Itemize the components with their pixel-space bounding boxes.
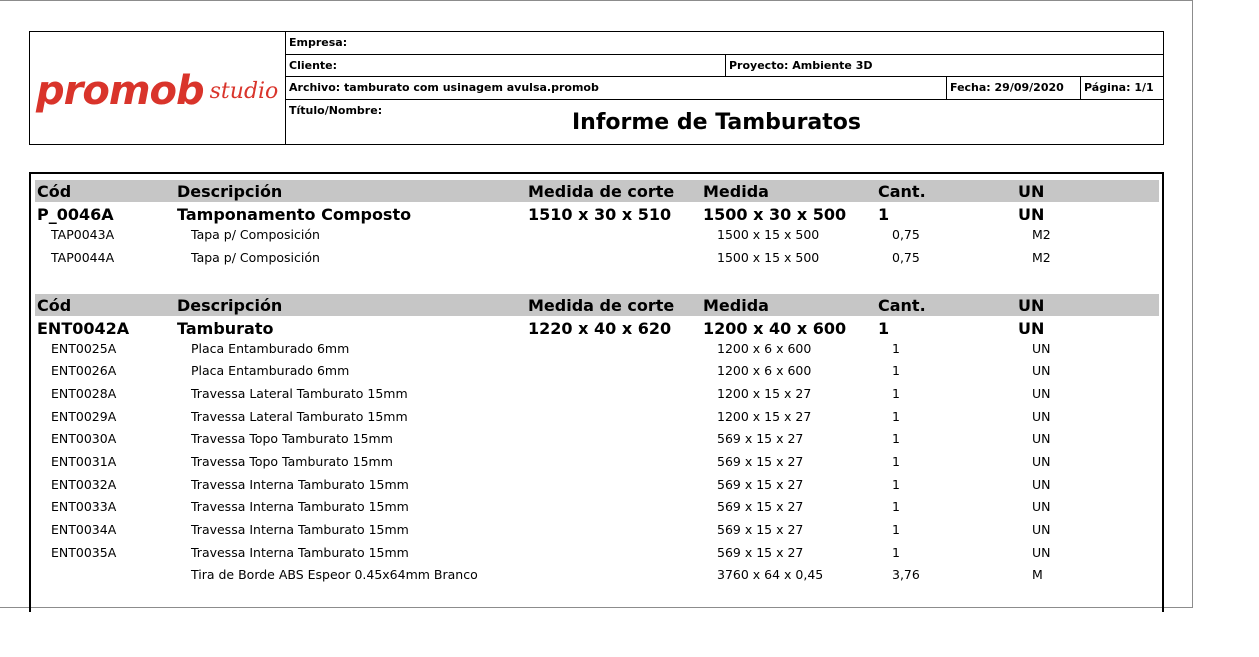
empresa-row	[286, 32, 1163, 55]
item-cod: ENT0033A	[51, 499, 117, 514]
item-medida: 1200 x 6 x 600	[717, 363, 812, 378]
col-cant: Cant.	[878, 296, 926, 315]
empresa-label: Empresa:	[289, 36, 348, 49]
logo-cell	[30, 32, 286, 144]
item-medida: 1200 x 15 x 27	[717, 386, 812, 401]
main-medida-corte: 1510 x 30 x 510	[528, 205, 672, 224]
item-descripcion: Travessa Topo Tamburato 15mm	[191, 431, 393, 446]
item-descripcion: Travessa Interna Tamburato 15mm	[191, 499, 409, 514]
item-descripcion: Tapa p/ Composición	[191, 227, 320, 242]
item-cant: 1	[892, 499, 900, 514]
main-medida: 1200 x 40 x 600	[703, 319, 847, 338]
archivo-row	[286, 77, 1163, 100]
item-cant: 1	[892, 477, 900, 492]
item-descripcion: Travessa Interna Tamburato 15mm	[191, 545, 409, 560]
main-un: UN	[1018, 205, 1045, 224]
item-descripcion: Tapa p/ Composición	[191, 250, 320, 265]
item-descripcion: Placa Entamburado 6mm	[191, 341, 350, 356]
archivo-label: Archivo: tamburato com usinagem avulsa.promob	[289, 81, 599, 94]
cliente-label: Cliente:	[289, 59, 338, 72]
item-descripcion: Travessa Topo Tamburato 15mm	[191, 454, 393, 469]
item-medida: 3760 x 64 x 0,45	[717, 567, 824, 582]
item-cod: ENT0028A	[51, 386, 117, 401]
table-row	[35, 406, 1159, 428]
main-cant: 1	[878, 205, 890, 224]
item-descripcion: Travessa Lateral Tamburato 15mm	[191, 409, 408, 424]
item-cant: 1	[892, 522, 900, 537]
item-descripcion: Travessa Lateral Tamburato 15mm	[191, 386, 408, 401]
item-un: UN	[1032, 431, 1051, 446]
main-descripcion: Tamburato	[177, 319, 274, 338]
item-cod: ENT0029A	[51, 409, 117, 424]
table-row	[35, 474, 1159, 496]
cliente-row	[286, 55, 1163, 77]
titulo-label: Título/Nombre:	[289, 104, 383, 117]
item-medida: 1200 x 15 x 27	[717, 409, 812, 424]
item-medida: 569 x 15 x 27	[717, 477, 804, 492]
item-medida: 1500 x 15 x 500	[717, 227, 820, 242]
item-un: UN	[1032, 341, 1051, 356]
item-cod: ENT0031A	[51, 454, 117, 469]
item-descripcion: Tira de Borde ABS Espeor 0.45x64mm Branco	[191, 567, 478, 582]
item-cod: ENT0026A	[51, 363, 117, 378]
item-un: M2	[1032, 250, 1051, 265]
item-un: UN	[1032, 363, 1051, 378]
item-cant: 1	[892, 386, 900, 401]
item-medida: 569 x 15 x 27	[717, 454, 804, 469]
column-header	[35, 180, 1159, 202]
item-cant: 1	[892, 341, 900, 356]
col-medida: Medida	[703, 182, 769, 201]
item-cod: ENT0032A	[51, 477, 117, 492]
report-table	[29, 172, 1164, 612]
col-un: UN	[1018, 182, 1045, 201]
item-cant: 0,75	[892, 227, 920, 242]
report-header	[29, 31, 1164, 145]
item-un: UN	[1032, 386, 1051, 401]
main-un: UN	[1018, 319, 1045, 338]
table-row	[35, 542, 1159, 564]
item-cod: TAP0043A	[51, 227, 115, 242]
item-un: UN	[1032, 545, 1051, 560]
promob-studio-logo	[36, 68, 278, 114]
item-cod: ENT0034A	[51, 522, 117, 537]
column-header	[35, 294, 1159, 316]
table-row	[35, 338, 1159, 360]
table-row	[35, 496, 1159, 518]
main-medida-corte: 1220 x 40 x 620	[528, 319, 672, 338]
main-cod: P_0046A	[37, 205, 114, 224]
col-medida: Medida	[703, 296, 769, 315]
item-un: UN	[1032, 499, 1051, 514]
main-cod: ENT0042A	[37, 319, 130, 338]
item-cod: ENT0030A	[51, 431, 117, 446]
table-row	[35, 519, 1159, 541]
main-descripcion: Tamponamento Composto	[177, 205, 412, 224]
main-row	[35, 317, 1159, 339]
fecha-label: Fecha: 29/09/2020	[946, 77, 1064, 99]
item-cant: 1	[892, 363, 900, 378]
item-medida: 1200 x 6 x 600	[717, 341, 812, 356]
col-descripcion: Descripción	[177, 296, 283, 315]
item-un: UN	[1032, 477, 1051, 492]
item-descripcion: Travessa Interna Tamburato 15mm	[191, 522, 409, 537]
col-un: UN	[1018, 296, 1045, 315]
col-cant: Cant.	[878, 182, 926, 201]
col-descripcion: Descripción	[177, 182, 283, 201]
item-medida: 569 x 15 x 27	[717, 431, 804, 446]
item-cant: 1	[892, 454, 900, 469]
item-cod: TAP0044A	[51, 250, 115, 265]
item-cant: 1	[892, 431, 900, 446]
main-cant: 1	[878, 319, 890, 338]
col-cod: Cód	[37, 296, 72, 315]
item-medida: 569 x 15 x 27	[717, 545, 804, 560]
col-cod: Cód	[37, 182, 72, 201]
table-row	[35, 451, 1159, 473]
item-cant: 1	[892, 409, 900, 424]
logo-text: promob	[36, 68, 204, 114]
item-cant: 1	[892, 545, 900, 560]
table-row	[35, 428, 1159, 450]
table-row	[35, 383, 1159, 405]
item-cod: ENT0025A	[51, 341, 117, 356]
logo-subtext: studio	[209, 79, 279, 104]
item-un: M	[1032, 567, 1043, 582]
item-medida: 1500 x 15 x 500	[717, 250, 820, 265]
table-row	[35, 247, 1159, 269]
item-un: UN	[1032, 454, 1051, 469]
item-un: M2	[1032, 227, 1051, 242]
item-descripcion: Travessa Interna Tamburato 15mm	[191, 477, 409, 492]
item-descripcion: Placa Entamburado 6mm	[191, 363, 350, 378]
main-medida: 1500 x 30 x 500	[703, 205, 847, 224]
item-cant: 0,75	[892, 250, 920, 265]
table-row	[35, 360, 1159, 382]
item-medida: 569 x 15 x 27	[717, 522, 804, 537]
main-row	[35, 203, 1159, 225]
item-cod: ENT0035A	[51, 545, 117, 560]
table-row	[35, 564, 1159, 586]
item-un: UN	[1032, 409, 1051, 424]
col-medida-corte: Medida de corte	[528, 296, 675, 315]
col-medida-corte: Medida de corte	[528, 182, 675, 201]
proyecto-label: Proyecto: Ambiente 3D	[725, 55, 872, 76]
item-medida: 569 x 15 x 27	[717, 499, 804, 514]
report-title: Informe de Tamburatos	[572, 110, 861, 135]
item-un: UN	[1032, 522, 1051, 537]
item-cant: 3,76	[892, 567, 920, 582]
pagina-label: Página: 1/1	[1080, 77, 1154, 99]
table-row	[35, 224, 1159, 246]
